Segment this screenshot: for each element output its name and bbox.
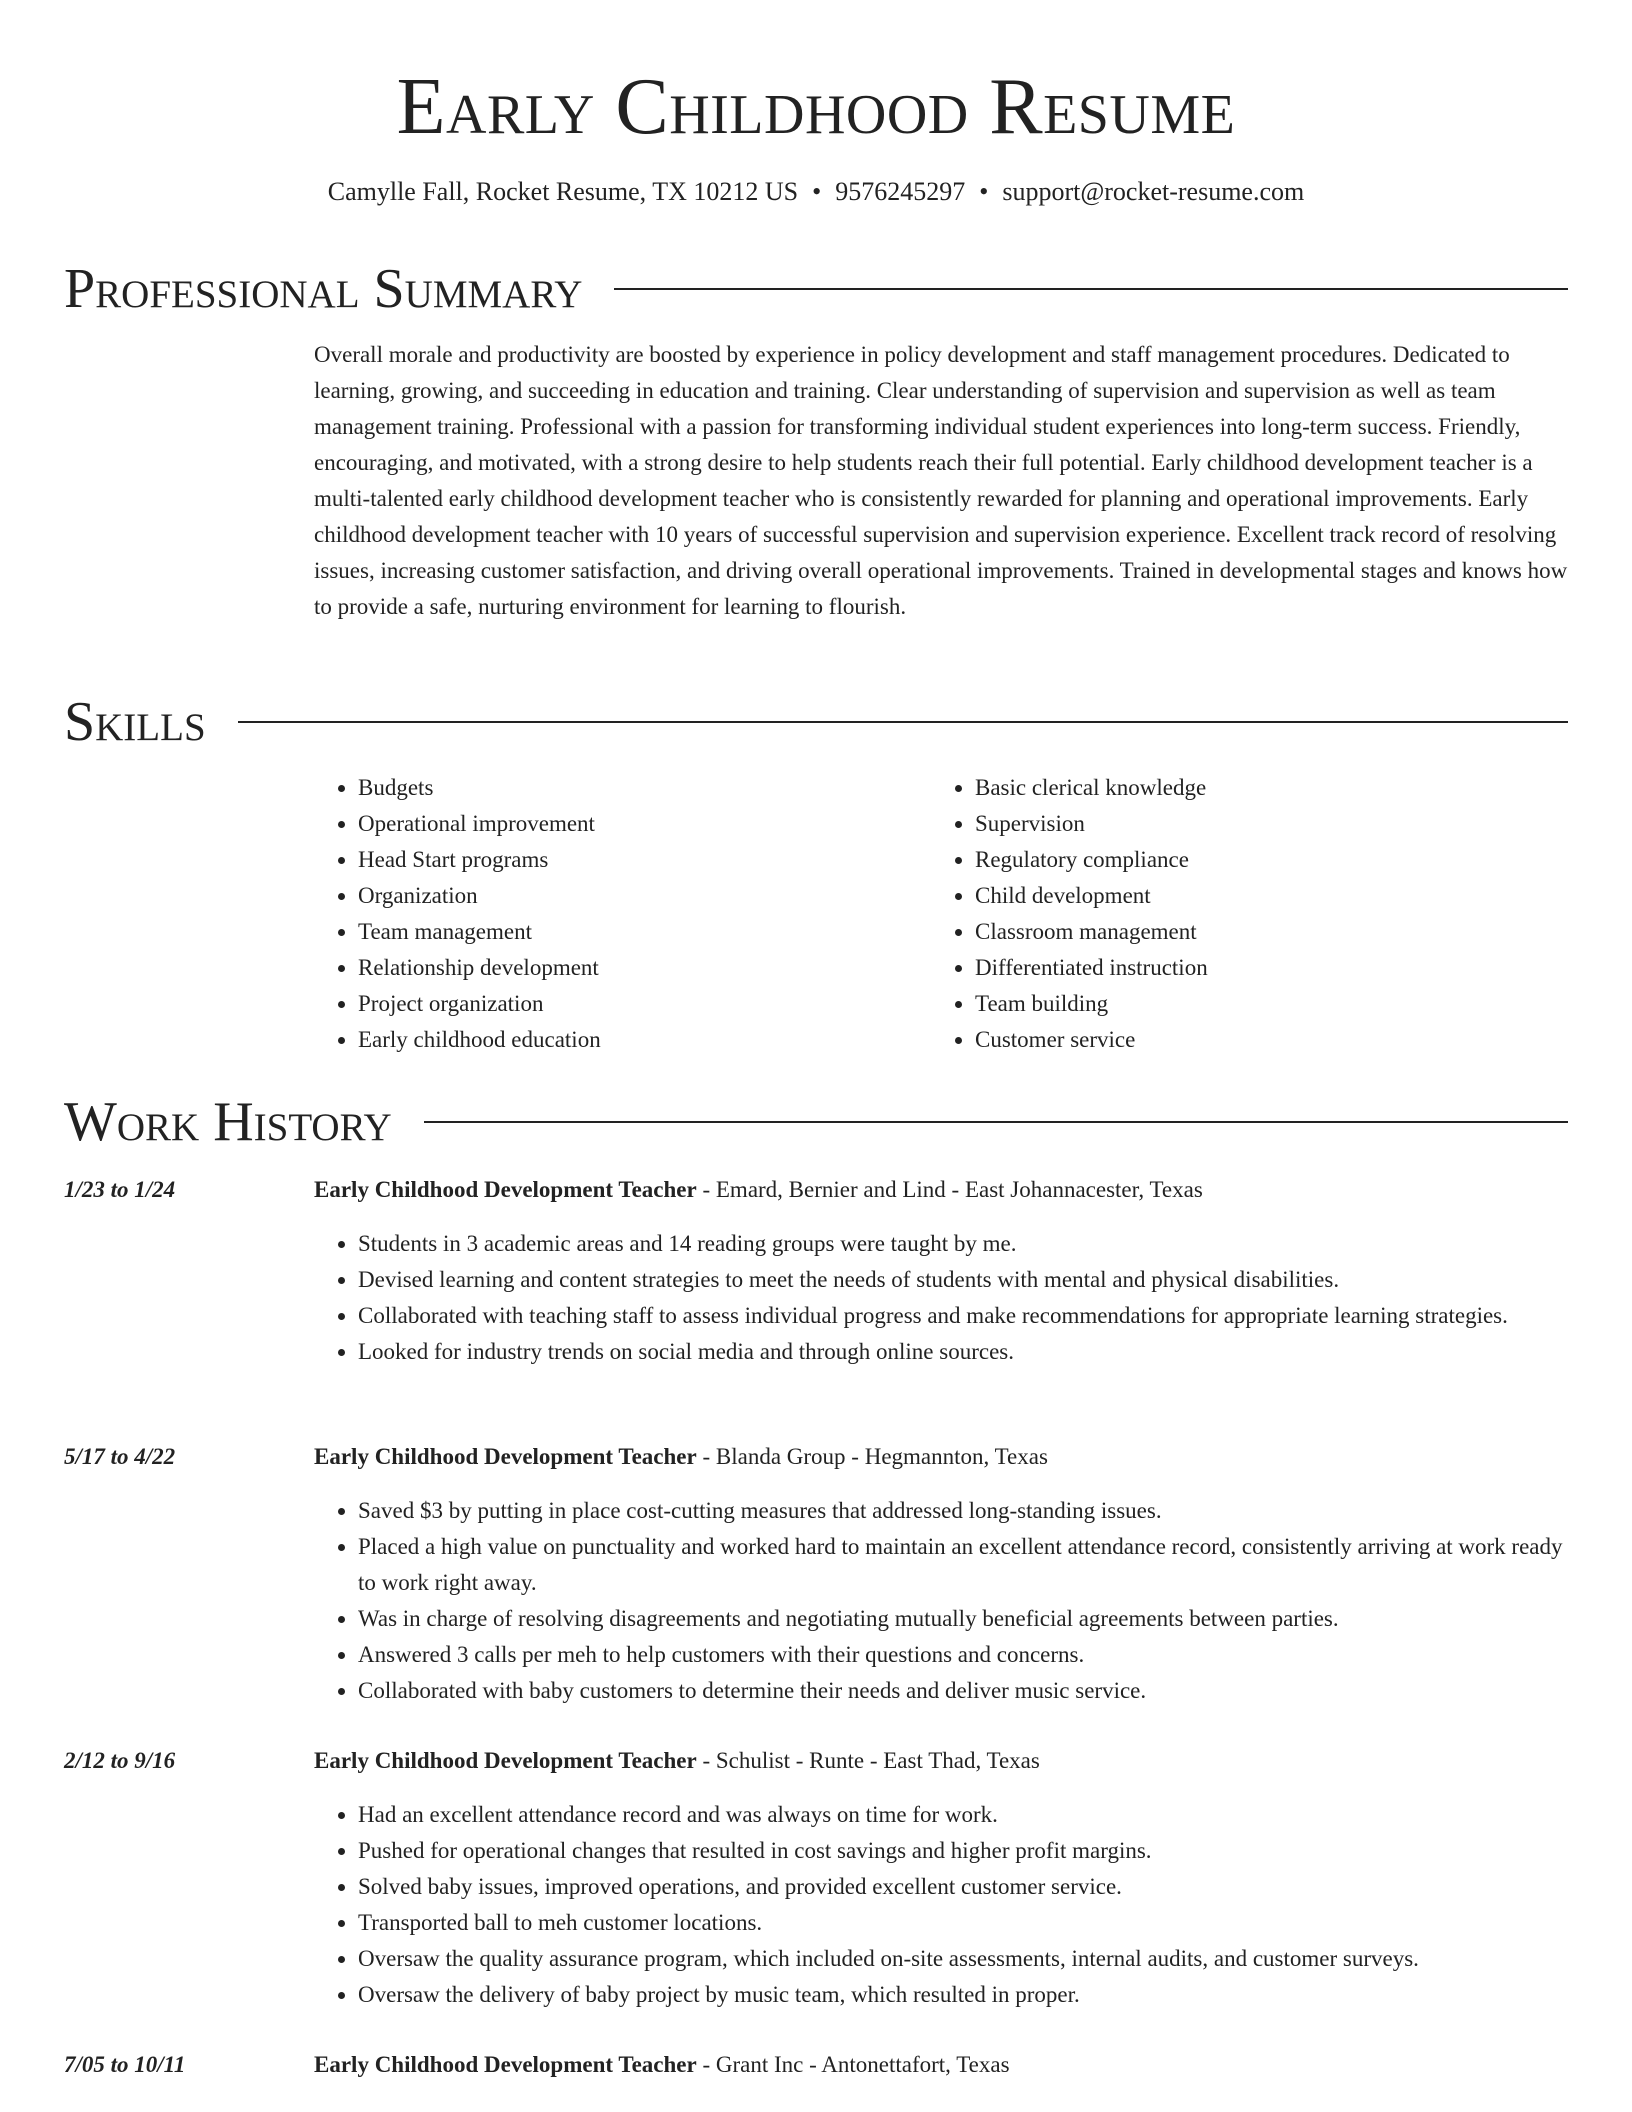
skill-item: • Organization — [358, 878, 931, 914]
skill-item: • Relationship development — [358, 950, 931, 986]
job-bullet: • Pushed for operational changes that resulted in cost savings and higher profit margins. — [358, 1833, 1568, 1869]
skill-item: • Team building — [975, 986, 1548, 1022]
job-bullet: • Was in charge of resolving disagreements and negotiating mutually beneficial agreements between parties. — [358, 1601, 1568, 1637]
skill-item: • Team management — [358, 914, 931, 950]
skill-item: • Head Start programs — [358, 842, 931, 878]
work-history-heading: Work History — [64, 1091, 392, 1153]
job-bullet: • Solved baby issues, improved operations, and provided excellent customer service. — [358, 1869, 1568, 1905]
skills-heading: Skills — [64, 691, 206, 753]
skill-item: • Budgets — [358, 770, 931, 806]
skill-item: • Basic clerical knowledge — [975, 770, 1548, 806]
job-heading — [314, 1172, 1568, 1208]
job-title: Early Childhood Development Teacher — [314, 1177, 697, 1202]
job-bullets — [314, 1797, 1568, 2013]
job-details: - Blanda Group - Hegmannton, Texas — [696, 1444, 1048, 1469]
job-bullet: • Answered 3 calls per meh to help customers with their questions and concerns. — [358, 1637, 1568, 1673]
job-bullet: • Devised learning and content strategies to meet the needs of students with mental and physical disabilities. — [358, 1262, 1568, 1298]
summary-heading: Professional Summary — [64, 258, 583, 320]
skill-item: • Customer service — [975, 1022, 1548, 1058]
skill-item: • Child development — [975, 878, 1548, 914]
work-history-section-header — [64, 1090, 1568, 1154]
job-dates: 7/05 to 10/11 — [64, 2052, 186, 2077]
job-bullet: • Collaborated with baby customers to determine their needs and deliver music service. — [358, 1673, 1568, 1709]
job-dates: 2/12 to 9/16 — [64, 1748, 176, 1773]
skill-item: • Regulatory compliance — [975, 842, 1548, 878]
job-bullet: • Oversaw the delivery of baby project by music team, which resulted in proper. — [358, 1977, 1568, 2013]
job-heading — [314, 2047, 1568, 2083]
section-divider — [424, 1121, 1568, 1123]
section-divider — [238, 721, 1568, 723]
resume-title: Early Childhood Resume — [396, 63, 1236, 151]
summary-text: Overall morale and productivity are boosted by experience in policy development and staff management procedures. Dedicated to learning, growing, and succeeding in education and training. Clear understanding of supervision and supervision as well as team management training. Professional with a passion for transforming individual student experiences into long-term success. Friendly, encouraging, and motivated, with a strong desire to help students reach their full potential. Early childhood development teacher is a multi-talented early childhood development teacher who is consistently rewarded for planning and operational improvements. Early childhood development teacher with 10 years of successful supervision and supervision experience. Excellent track record of resolving issues, increasing customer satisfaction, and driving overall operational improvements. Trained in developmental stages and knows how to provide a safe, nurturing environment for learning to flourish. — [314, 342, 1568, 619]
contact-separator: • — [812, 177, 822, 206]
contact-address: Camylle Fall, Rocket Resume, TX 10212 US — [327, 177, 799, 206]
job-bullets — [314, 1226, 1568, 1370]
job-title: Early Childhood Development Teacher — [314, 1748, 697, 1773]
contact-separator: • — [979, 177, 989, 206]
skill-item: • Differentiated instruction — [975, 950, 1548, 986]
job-title: Early Childhood Development Teacher — [314, 2052, 697, 2077]
skills-column-left — [314, 770, 931, 1058]
job-bullets — [314, 1493, 1568, 1709]
job-dates: 1/23 to 1/24 — [64, 1177, 176, 1202]
skills-list — [314, 770, 1568, 1058]
summary-section-header — [64, 257, 1568, 321]
skills-section-header — [64, 690, 1568, 754]
job-bullet: • Had an excellent attendance record and was always on time for work. — [358, 1797, 1568, 1833]
job-bullet: • Placed a high value on punctuality and worked hard to maintain an excellent attendance record, consistently arriving at work ready to work right away. — [358, 1529, 1568, 1601]
job-heading — [314, 1743, 1568, 1779]
contact-line — [0, 176, 1632, 208]
job-bullet: • Transported ball to meh customer locations. — [358, 1905, 1568, 1941]
job-heading — [314, 1439, 1568, 1475]
job-details: - Schulist - Runte - East Thad, Texas — [696, 1748, 1040, 1773]
job-details: - Grant Inc - Antonettafort, Texas — [696, 2052, 1010, 2077]
skills-column-right — [931, 770, 1548, 1058]
job-bullet: • Collaborated with teaching staff to assess individual progress and make recommendations for appropriate learning strategies. — [358, 1298, 1568, 1334]
job-details: - Emard, Bernier and Lind - East Johannacester, Texas — [696, 1177, 1203, 1202]
job-bullet: • Saved $3 by putting in place cost-cutting measures that addressed long-standing issues. — [358, 1493, 1568, 1529]
contact-phone: 9576245297 — [835, 177, 966, 206]
job-bullet: • Students in 3 academic areas and 14 reading groups were taught by me. — [358, 1226, 1568, 1262]
job-title: Early Childhood Development Teacher — [314, 1444, 697, 1469]
skill-item: • Project organization — [358, 986, 931, 1022]
skill-item: • Classroom management — [975, 914, 1548, 950]
job-bullet: • Looked for industry trends on social media and through online sources. — [358, 1334, 1568, 1370]
skill-item: • Operational improvement — [358, 806, 931, 842]
skill-item: • Early childhood education — [358, 1022, 931, 1058]
job-dates: 5/17 to 4/22 — [64, 1444, 176, 1469]
contact-email: support@rocket-resume.com — [1002, 177, 1305, 206]
skill-item: • Supervision — [975, 806, 1548, 842]
section-divider — [614, 288, 1568, 290]
job-bullet: • Oversaw the quality assurance program, which included on-site assessments, internal audits, and customer surveys. — [358, 1941, 1568, 1977]
